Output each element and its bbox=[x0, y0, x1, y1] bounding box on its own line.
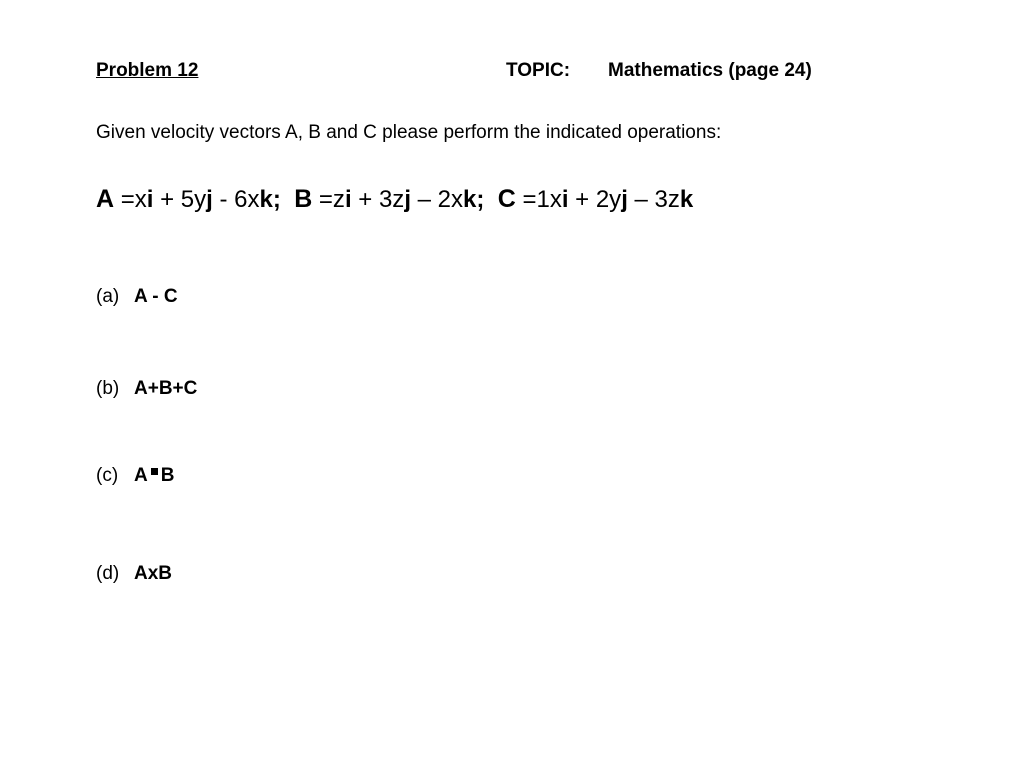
vector-c-term1: =1x bbox=[515, 186, 562, 213]
part-label: (a) bbox=[96, 286, 120, 307]
dot-left-operand: A bbox=[134, 465, 148, 486]
part-expression bbox=[134, 465, 174, 486]
vector-a bbox=[96, 186, 281, 213]
vector-b-name: B bbox=[294, 185, 313, 213]
unit-j: j bbox=[206, 186, 213, 213]
instruction-text: Given velocity vectors A, B and C please perform the indicated operations: bbox=[96, 122, 722, 143]
part-label: (d) bbox=[96, 563, 120, 584]
separator: ; bbox=[272, 186, 281, 213]
part-expression: A+B+C bbox=[134, 378, 198, 399]
part-label: (c) bbox=[96, 465, 119, 486]
topic-value: Mathematics (page 24) bbox=[608, 60, 812, 81]
topic-label: TOPIC: bbox=[506, 60, 571, 81]
unit-j: j bbox=[404, 186, 411, 213]
part-d bbox=[96, 563, 172, 585]
vector-b bbox=[294, 186, 484, 213]
vector-definitions bbox=[96, 185, 693, 214]
part-a bbox=[96, 286, 178, 308]
unit-i: i bbox=[146, 186, 154, 213]
part-label: (b) bbox=[96, 378, 120, 399]
vector-c-term3: – 3z bbox=[627, 186, 680, 213]
part-expression: A - C bbox=[134, 286, 178, 307]
unit-k: k bbox=[679, 186, 694, 213]
unit-i: i bbox=[344, 186, 352, 213]
vector-c-term2: + 2y bbox=[568, 186, 622, 213]
vector-b-term1: =z bbox=[312, 186, 345, 213]
part-b bbox=[96, 378, 197, 400]
unit-i: i bbox=[561, 186, 569, 213]
part-c bbox=[96, 465, 174, 487]
dot-right-operand: B bbox=[160, 465, 175, 486]
dot-product-icon bbox=[151, 468, 158, 475]
vector-a-term2: + 5y bbox=[153, 186, 207, 213]
problem-title: Problem 12 bbox=[96, 60, 199, 81]
unit-k: k bbox=[259, 186, 273, 213]
header bbox=[96, 60, 916, 88]
vector-c-name: C bbox=[497, 185, 516, 213]
vector-b-term3: – 2x bbox=[410, 186, 464, 213]
part-expression: AxB bbox=[134, 563, 173, 584]
vector-a-name: A bbox=[96, 185, 115, 213]
separator: ; bbox=[476, 186, 485, 213]
vector-a-term1: =x bbox=[114, 186, 147, 213]
unit-j: j bbox=[621, 186, 628, 213]
unit-k: k bbox=[463, 186, 477, 213]
vector-b-term2: + 3z bbox=[351, 186, 405, 213]
vector-c bbox=[498, 186, 694, 213]
vector-a-term3: - 6x bbox=[212, 186, 260, 213]
